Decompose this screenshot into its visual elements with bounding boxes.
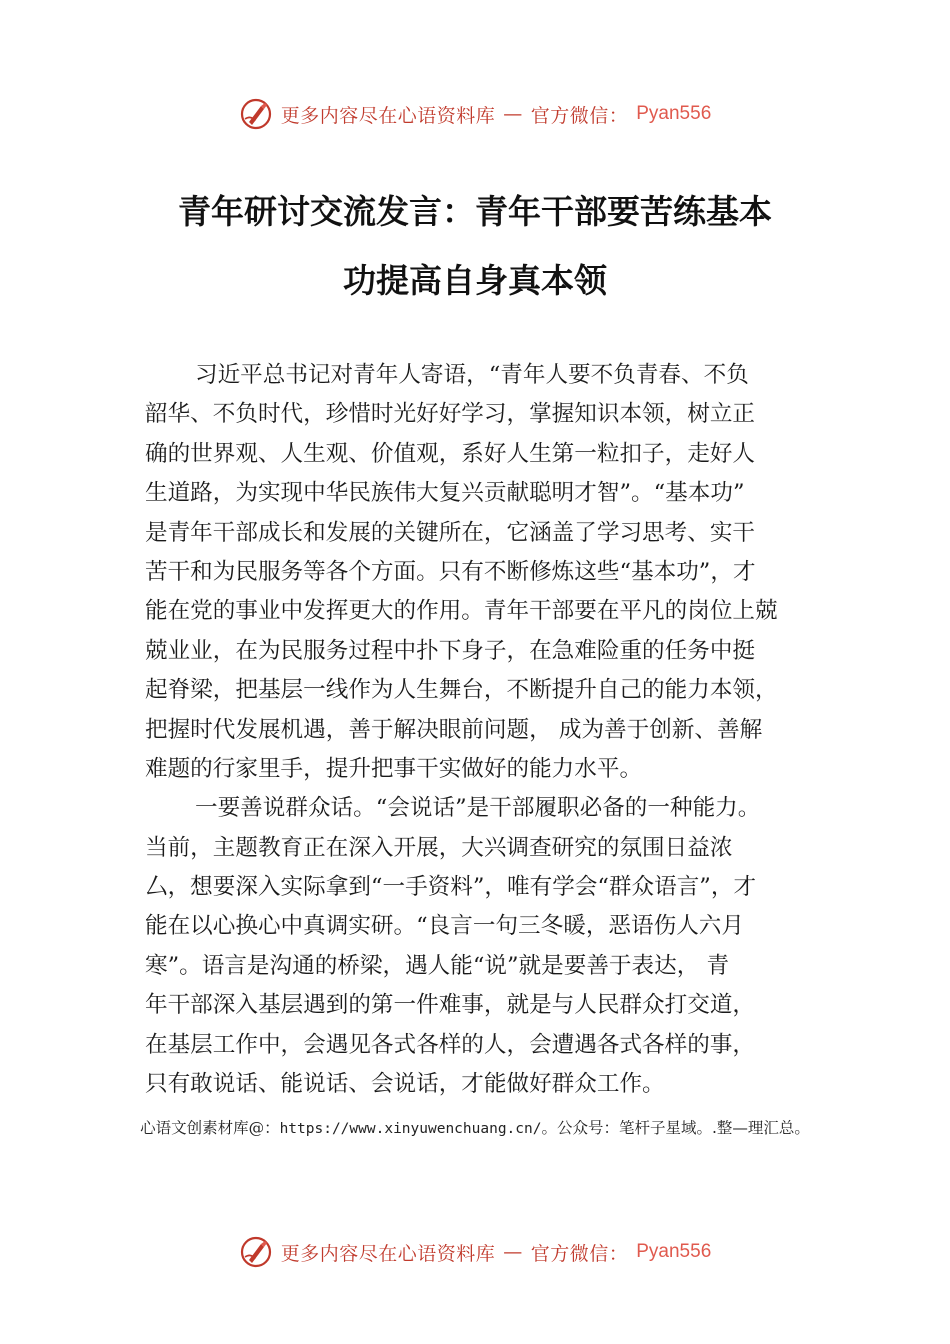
source-note-prefix: 心语文创素材库@： (140, 1119, 280, 1137)
source-url-link[interactable]: https://www.xinyuwenchuang.cn/ (279, 1121, 542, 1137)
banner-wechat-label: 官方微信： (530, 104, 629, 127)
body-line: 是青年干部成长和发展的关键所在，它涵盖了学习思考、实干 (145, 519, 756, 546)
body-line: 难题的行家里手，提升把事干实做好的能力水平。 (145, 755, 643, 782)
body-line: 确的世界观、人生观、价值观，系好人生第一粒扣子，走好人 (145, 440, 756, 467)
body-line: 韶华、不负时代，珍惜时光好好学习，掌握知识本领，树立正 (145, 401, 756, 428)
body-line: 起脊梁，把基层一线作为人生舞台，不断提升自己的能力本领， (145, 677, 778, 704)
banner-separator: — (503, 103, 523, 125)
pen-nib-seal-icon (239, 1235, 273, 1269)
source-note-suffix: 。公众号：笔杆子星域。.整—理汇总。 (541, 1119, 810, 1137)
body-line: 只有敢说话、能说话、会说话，才能做好群众工作。 (145, 1071, 665, 1098)
document-title-line-2: 功提高自身真本领 (343, 261, 607, 300)
body-line: 厶，想要深入实际拿到“一手资料”，唯有学会“群众语言”，才 (145, 874, 757, 901)
document-body (145, 356, 825, 1104)
body-line: 当前，主题教育正在深入开展，大兴调查研究的氛围日益浓 (145, 834, 733, 861)
footer-banner (0, 1230, 950, 1274)
body-line: 把握时代发展机遇，善于解决眼前问题， 成为善于创新、善解 (145, 716, 763, 743)
body-line: 生道路，为实现中华民族伟大复兴贡献聪明才智”。“基本功” (145, 480, 745, 507)
body-line: 苦干和为民服务等各个方面。只有不断修炼这些“基本功”，才 (145, 558, 756, 585)
body-line: 习近平总书记对青年人寄语，“青年人要不负青春、不负 (195, 362, 749, 388)
body-line: 寒”。语言是沟通的桥梁，遇人能“说”就是要善于表达， 青 (145, 952, 730, 979)
body-line: 一要善说群众话。“会说话”是干部履职必备的一种能力。 (195, 795, 761, 822)
banner-site-name: 更多内容尽在心语资料库 (280, 104, 496, 127)
document-title-line-1: 青年研讨交流发言：青年干部要苦练基本 (178, 192, 772, 231)
source-note (0, 1116, 950, 1138)
body-line: 在基层工作中，会遇见各式各样的人，会遭遇各式各样的事， (145, 1031, 756, 1058)
banner-wechat-label: 官方微信： (530, 1242, 629, 1265)
banner-site-name: 更多内容尽在心语资料库 (280, 1242, 496, 1265)
body-line: 年干部深入基层遇到的第一件难事，就是与人民群众打交道， (145, 992, 756, 1019)
banner-wechat-id: Pyan556 (636, 1241, 712, 1262)
body-line: 兢业业，在为民服务过程中扑下身子，在急难险重的任务中挺 (145, 637, 756, 664)
body-line: 能在以心换心中真调实研。“良言一句三冬暖，恶语伤人六月 (145, 913, 744, 940)
body-line: 能在党的事业中发挥更大的作用。青年干部要在平凡的岗位上兢 (145, 598, 778, 625)
banner-separator: — (503, 1241, 523, 1263)
pen-nib-seal-icon (239, 97, 273, 131)
header-banner (0, 92, 950, 136)
banner-wechat-id: Pyan556 (636, 103, 712, 124)
